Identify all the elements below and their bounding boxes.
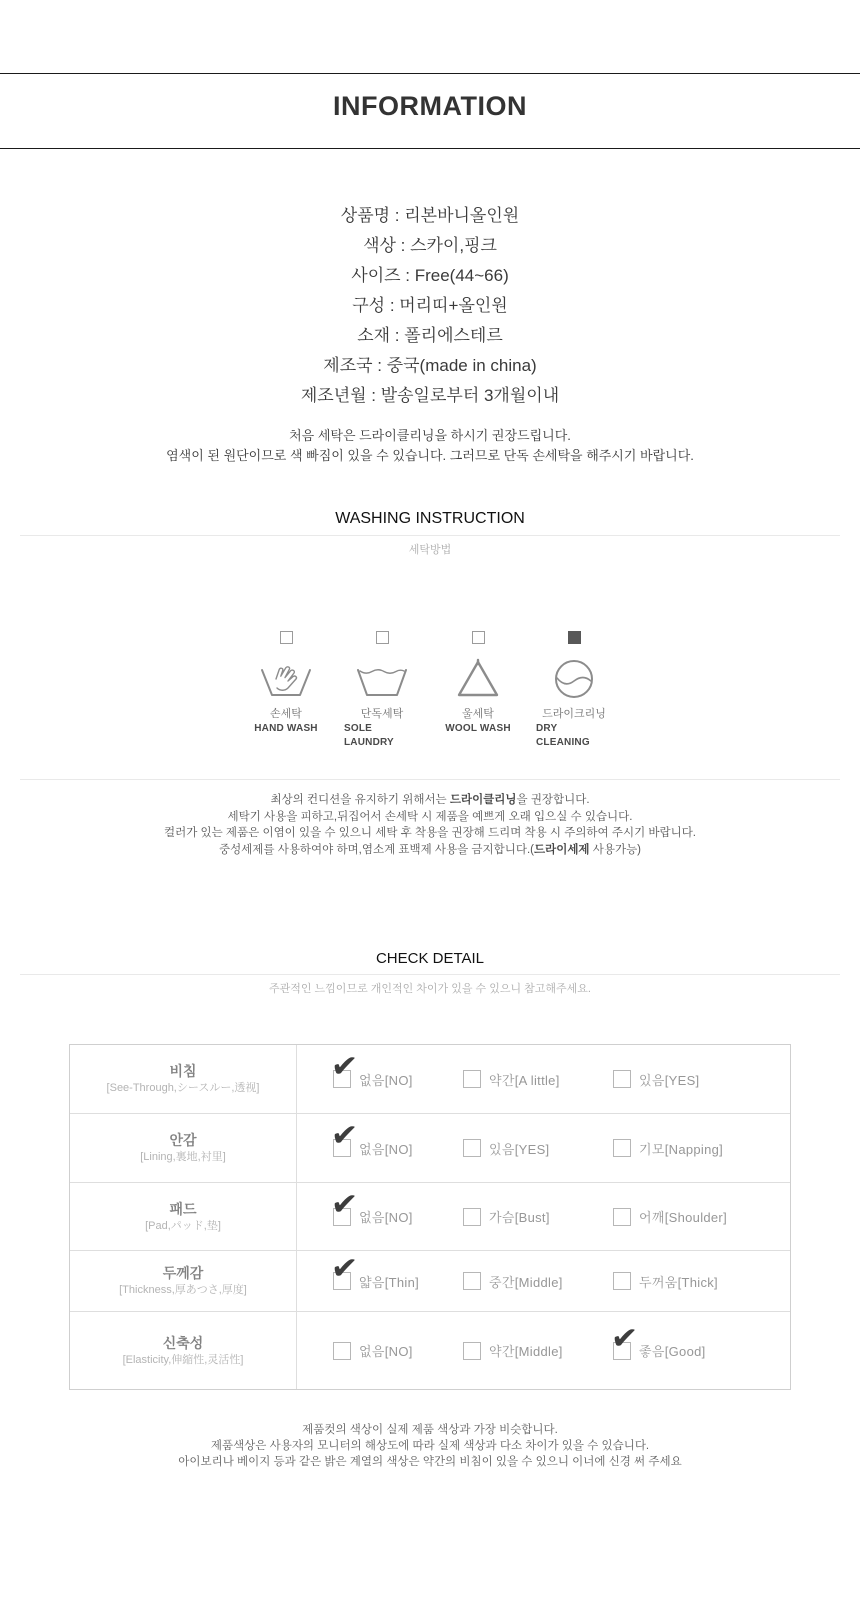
wash-notice-line: 염색이 된 원단이므로 색 빠짐이 있을 수 있습니다. 그러므로 단독 손세탁을 해주시기 바랍니다. — [166, 448, 694, 463]
care-text-bold: 드라이세제 — [534, 843, 590, 856]
sole-laundry-icon — [354, 654, 410, 704]
product-spec-line: 사이즈 : Free(44~66) — [351, 266, 509, 285]
check-detail-table — [69, 1044, 791, 1390]
row-label-translations: [Pad,パッド,垫] — [145, 1219, 221, 1232]
care-text: 을 권장합니다. — [516, 794, 590, 806]
check-mark-icon: ✔ — [329, 1116, 360, 1154]
checkbox-icon — [376, 631, 389, 644]
product-spec-line: 상품명 : 리본바니올인원 — [340, 206, 520, 225]
table-row — [70, 1251, 790, 1312]
checkbox-icon — [463, 1342, 481, 1360]
option — [463, 1341, 613, 1360]
check-detail-title: CHECK DETAIL — [375, 950, 485, 967]
wash-symbol-1 — [344, 631, 420, 750]
washing-icons-row — [0, 631, 860, 750]
product-spec-list — [0, 201, 860, 411]
row-options — [297, 1251, 790, 1311]
checkbox-icon — [472, 631, 485, 644]
row-label-translations: [Elasticity,伸縮性,灵活性] — [122, 1353, 244, 1366]
checkbox-icon — [613, 1139, 631, 1157]
option — [329, 1249, 463, 1291]
product-spec-line: 제조국 : 중국(made in china) — [323, 356, 537, 375]
option-label: 중간[Middle] — [489, 1274, 563, 1290]
care-note-line: 컬러가 있는 제품은 이염이 있을 수 있으니 세탁 후 착용을 권장해 드리며 착용 시 주의하여 주시기 바랍니다. — [164, 827, 696, 839]
product-spec-line: 소재 : 폴리에스테르 — [357, 326, 503, 345]
row-label: 비침 — [169, 1063, 197, 1079]
row-label-cell — [70, 1183, 297, 1250]
option-label: 가슴[Bust] — [489, 1210, 550, 1225]
row-options — [297, 1045, 790, 1113]
wash-label-en: DRY CLEANING — [536, 723, 590, 748]
row-label-cell — [70, 1312, 297, 1389]
table-row — [70, 1045, 790, 1114]
checkbox-checked-icon — [329, 1047, 360, 1088]
option — [463, 1207, 613, 1226]
care-notes — [0, 792, 860, 858]
checkbox-checked-icon — [609, 1318, 640, 1360]
table-row — [70, 1183, 790, 1251]
care-note-line: 세탁기 사용을 피하고,뒤집어서 손세탁 시 제품을 예쁘게 오래 입으실 수 있습니다. — [227, 810, 633, 823]
checkbox-icon — [463, 1139, 481, 1157]
option-label: 없음[NO] — [359, 1210, 413, 1225]
footer-note-line: 제품색상은 사용자의 모니터의 해상도에 따라 실제 색상과 다소 차이가 있을 수 있습니다. — [210, 1440, 650, 1452]
check-mark-icon: ✔ — [329, 1184, 360, 1223]
option — [329, 1184, 463, 1226]
washing-subtitle: 세탁방법 — [408, 544, 452, 556]
table-row — [70, 1312, 790, 1389]
check-mark-icon: ✔ — [609, 1318, 640, 1357]
option — [463, 1070, 613, 1089]
checkbox-icon — [463, 1272, 481, 1290]
option-label: 약간[A little] — [489, 1072, 560, 1088]
row-label-translations: [Thickness,厚あつさ,厚度] — [119, 1284, 247, 1296]
wash-label-en: HAND WASH — [254, 723, 318, 734]
care-text: 최상의 컨디션을 유지하기 위해서는 — [270, 794, 450, 806]
option-label: 어깨[Shoulder] — [639, 1210, 727, 1225]
wash-symbol-0 — [248, 631, 324, 750]
care-text: 중성세제를 사용하여야 하며,염소계 표백제 사용을 금지합니다.( — [218, 843, 534, 856]
washing-instruction-title: WASHING INSTRUCTION — [335, 510, 525, 527]
check-detail-subtitle: 주관적인 느낌이므로 개인적인 차이가 있을 수 있으니 참고해주세요. — [269, 983, 591, 995]
option-label: 있음[YES] — [489, 1141, 550, 1157]
divider-title-bottom — [0, 148, 860, 149]
row-label: 패드 — [169, 1200, 197, 1217]
option — [613, 1207, 790, 1226]
care-note-line — [0, 842, 860, 859]
option — [613, 1070, 790, 1089]
row-label: 신축성 — [162, 1334, 204, 1351]
footer-note-line: 제품컷의 색상이 실제 제품 색상과 가장 비슷합니다. — [302, 1424, 558, 1436]
option — [613, 1139, 790, 1158]
option-label: 기모[Napping] — [639, 1141, 724, 1157]
option-label: 있음[YES] — [639, 1072, 700, 1088]
checkbox-checked-icon — [568, 631, 581, 644]
option — [609, 1318, 790, 1360]
wash-notice-block — [0, 426, 860, 466]
option-label: 약간[Middle] — [489, 1344, 563, 1359]
row-options — [297, 1114, 790, 1182]
check-detail-divider — [20, 974, 840, 975]
wash-symbol-2 — [440, 631, 516, 750]
checkbox-icon — [613, 1208, 631, 1226]
wash-label-en: SOLE LAUNDRY — [344, 723, 394, 748]
checkbox-icon — [613, 1070, 631, 1088]
checkbox-checked-icon — [329, 1184, 360, 1226]
washing-divider — [20, 535, 840, 536]
row-options — [297, 1183, 790, 1250]
row-label: 두께감 — [162, 1265, 204, 1281]
option-label: 없음[NO] — [359, 1344, 413, 1359]
care-text-bold: 드라이클리닝 — [449, 794, 517, 806]
option — [329, 1116, 463, 1158]
option — [613, 1272, 790, 1291]
row-label-translations: [Lining,裏地,衬里] — [140, 1151, 226, 1163]
checkbox-icon — [613, 1272, 631, 1290]
row-label-translations: [See-Through,シースルー,透视] — [106, 1082, 260, 1094]
checkbox-checked-icon — [329, 1249, 360, 1290]
row-label-cell — [70, 1045, 297, 1113]
wash-symbol-3 — [536, 631, 612, 750]
product-spec-line: 구성 : 머리띠+올인원 — [352, 296, 508, 315]
checkbox-icon — [333, 1342, 351, 1360]
wash-notice-line: 처음 세탁은 드라이클리닝을 하시기 권장드립니다. — [289, 428, 571, 443]
product-spec-line: 제조년월 : 발송일로부터 3개월이내 — [300, 386, 560, 405]
checkbox-icon — [280, 631, 293, 644]
product-spec-line: 색상 : 스카이,핑크 — [363, 236, 497, 255]
row-label-cell — [70, 1114, 297, 1182]
option — [463, 1272, 613, 1291]
option-label: 없음[NO] — [359, 1141, 413, 1157]
option-label: 없음[NO] — [359, 1072, 413, 1088]
row-options — [297, 1312, 790, 1389]
option — [333, 1341, 463, 1360]
checkbox-checked-icon — [329, 1116, 360, 1157]
care-note-line — [0, 792, 860, 809]
wash-label-ko: 손세탁 — [270, 708, 302, 720]
footer-notes — [0, 1422, 860, 1470]
option-label: 얇음[Thin] — [359, 1274, 420, 1290]
page-title: INFORMATION — [333, 91, 527, 121]
option-label: 두꺼움[Thick] — [639, 1274, 718, 1290]
check-mark-icon: ✔ — [329, 1047, 360, 1085]
dry-cleaning-icon — [546, 654, 602, 704]
checkbox-icon — [463, 1208, 481, 1226]
check-mark-icon: ✔ — [329, 1249, 360, 1287]
option — [329, 1047, 463, 1089]
row-label-cell — [70, 1251, 297, 1311]
care-divider — [20, 779, 840, 780]
checkbox-icon — [463, 1070, 481, 1088]
footer-note-line: 아이보리나 베이지 등과 같은 밝은 계열의 색상은 약간의 비침이 있을 수 있으니 이너에 신경 써 주세요 — [178, 1456, 682, 1468]
table-row — [70, 1114, 790, 1183]
row-label: 안감 — [169, 1132, 197, 1148]
wash-label-en: WOOL WASH — [445, 723, 511, 734]
wool-wash-icon — [450, 654, 506, 704]
wash-label-ko: 울세탁 — [462, 708, 494, 720]
wash-label-ko: 드라이크리닝 — [542, 708, 606, 720]
option-label: 좋음[Good] — [639, 1344, 706, 1359]
hand-wash-icon — [258, 654, 314, 704]
option — [463, 1139, 613, 1158]
wash-label-ko: 단독세탁 — [360, 708, 404, 720]
care-text: 사용가능) — [589, 843, 642, 856]
